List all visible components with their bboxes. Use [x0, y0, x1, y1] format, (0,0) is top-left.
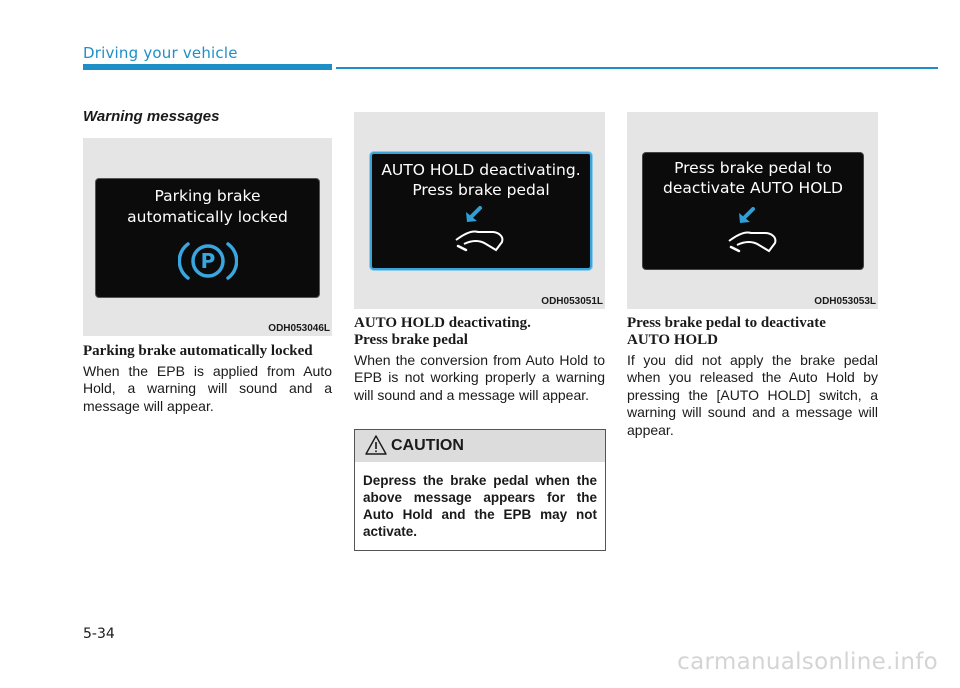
parking-brake-icon: [178, 239, 238, 283]
caution-box: [354, 429, 606, 551]
parking-brake-body: When the EPB is applied from Auto Hold, a warning will sound and a message will appear.: [83, 363, 332, 414]
image-code-label: ODH053051L: [541, 296, 603, 307]
watermark-text: carmanualsonline.info: [677, 649, 938, 675]
auto-hold-deactivating-heading: [354, 315, 606, 349]
parking-brake-heading: Parking brake automatically locked: [83, 343, 313, 359]
cluster-image-parking-brake: [83, 138, 332, 336]
press-brake-pedal-heading: [627, 315, 882, 349]
cluster-display: [370, 152, 592, 270]
press-brake-pedal-body: If you did not apply the brake pedal when you released the Auto Hold by pressing the [AUTO HOLD] switch, a warning will sound and a message will appear.: [627, 352, 878, 438]
heading-line-2: AUTO HOLD: [627, 332, 718, 348]
image-code-label: ODH053046L: [268, 323, 330, 334]
svg-text:P: P: [200, 249, 216, 273]
display-line-1: AUTO HOLD deactivating.: [381, 161, 581, 179]
heading-line-1: AUTO HOLD deactivating.: [354, 315, 531, 331]
display-line-2: deactivate AUTO HOLD: [663, 179, 843, 197]
header-rule-thin: [336, 67, 938, 69]
page-number: 5-34: [83, 626, 115, 642]
header-rule-thick: [83, 64, 332, 70]
heading-line-2: Press brake pedal: [354, 332, 468, 348]
heading-line-1: Press brake pedal to deactivate: [627, 315, 826, 331]
cluster-display: [95, 178, 320, 298]
caution-header: [355, 430, 605, 462]
image-code-label: ODH053053L: [814, 296, 876, 307]
caution-label: CAUTION: [391, 437, 464, 454]
warning-messages-heading: Warning messages: [83, 108, 220, 125]
brake-pedal-icon: [452, 206, 512, 256]
auto-hold-deactivating-body: When the conversion from Auto Hold to EPB is not working properly a warning will sound and a message will appear.: [354, 352, 605, 403]
warning-triangle-icon: [365, 435, 387, 455]
brake-pedal-icon: [725, 207, 785, 257]
display-line-1: Parking brake: [154, 187, 261, 205]
caution-text: Depress the brake pedal when the above message appears for the Auto Hold and the EPB may not activate.: [363, 473, 597, 539]
display-line-2: automatically locked: [127, 208, 288, 226]
cluster-image-auto-hold-deactivating: [354, 112, 605, 309]
cluster-image-press-brake-pedal: [627, 112, 878, 309]
display-line-2: Press brake pedal: [412, 181, 550, 199]
cluster-display: [642, 152, 864, 270]
section-header-title: Driving your vehicle: [83, 44, 238, 62]
display-line-1: Press brake pedal to: [674, 159, 832, 177]
